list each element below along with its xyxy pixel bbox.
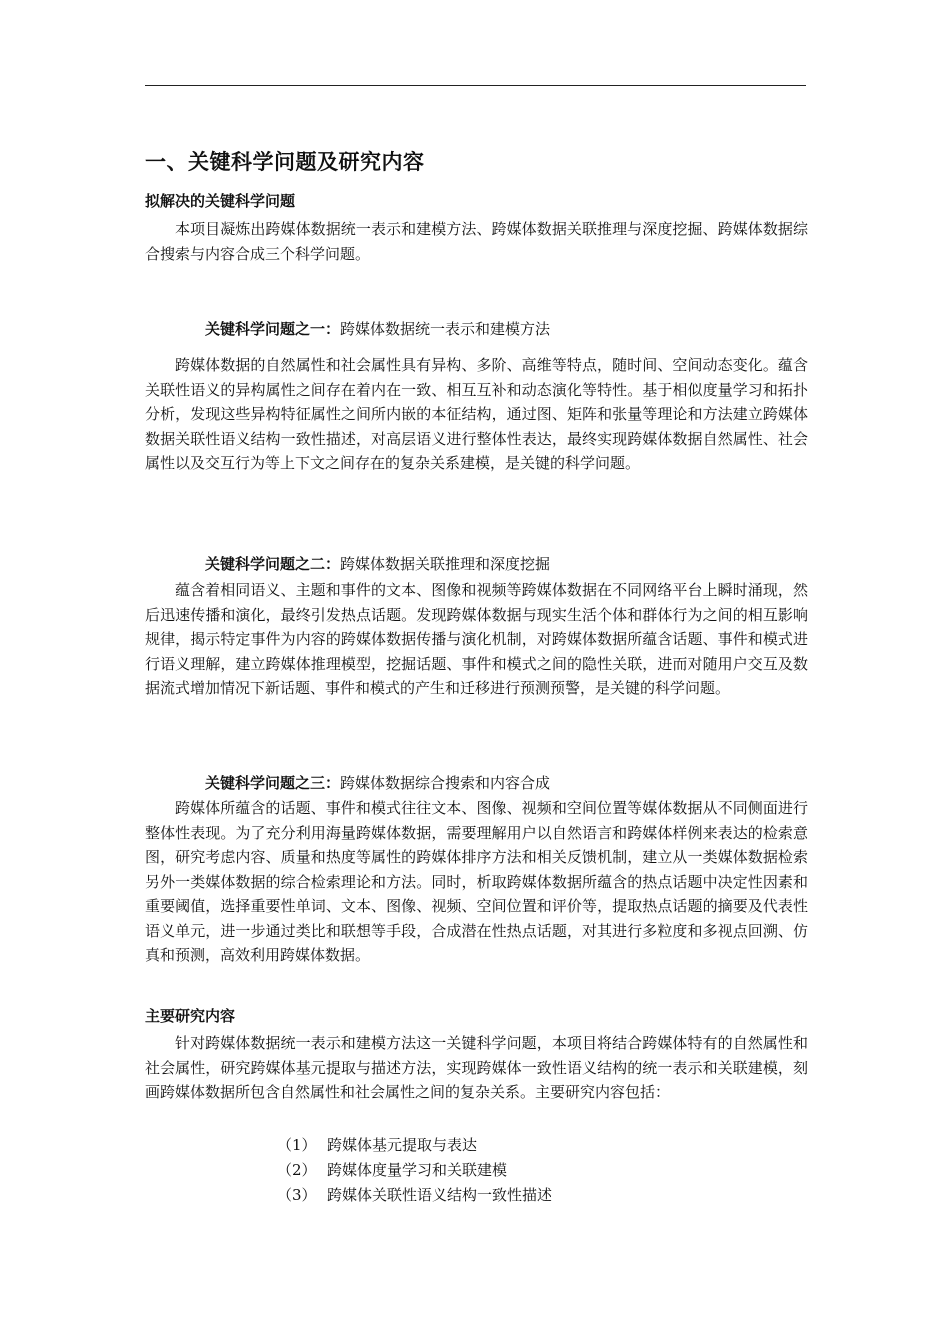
problem-2-title: 跨媒体数据关联推理和深度挖掘: [340, 555, 551, 573]
list-item-text: 跨媒体度量学习和关联建模: [327, 1161, 508, 1179]
problem-1-label: 关键科学问题之一：: [205, 320, 341, 338]
research-content-heading: 主要研究内容: [145, 1007, 236, 1025]
problem-2-body: 蕴含着相同语义、主题和事件的文本、图像和视频等跨媒体数据在不同网络平台上瞬时涌现，然后迅速传播和演化，最终引发热点话题。发现跨媒体数据与现实生活个体和群体行为之间的相互影响规律，揭示特定事件为内容的跨媒体数据传播与演化机制，对跨媒体数据所蕴含话题、事件和模式进行语义理解，建立跨媒体推理模型，挖掘话题、事件和模式之间的隐性关联，进而对随用户交互及数据流式增加情况下新话题、事件和模式的产生和迁移进行预测预警，是关键的科学问题。: [145, 581, 808, 697]
problem-3-title-line: [205, 772, 550, 793]
problem-1-title-line: [205, 318, 550, 339]
list-item: [277, 1183, 552, 1208]
problem-3-label: 关键科学问题之三：: [205, 774, 341, 792]
list-item-number: （3）: [277, 1186, 317, 1204]
problem-3-body: 跨媒体所蕴含的话题、事件和模式往往文本、图像、视频和空间位置等媒体数据从不同侧面进行整体性表现。为了充分利用海量跨媒体数据，需要理解用户以自然语言和跨媒体样例来表达的检索意图，研究考虑内容、质量和热度等属性的跨媒体排序方法和相关反馈机制，建立从一类媒体数据检索另外一类媒体数据的综合检索理论和方法。同时，析取跨媒体数据所蕴含的热点话题中决定性因素和重要阈值，选择重要性单词、文本、图像、视频、空间位置和评价等，提取热点话题的摘要及代表性语义单元，进一步通过类比和联想等手段，合成潜在性热点话题，对其进行多粒度和多视点回溯、仿真和预测，高效利用跨媒体数据。: [145, 799, 808, 964]
list-item: [277, 1133, 552, 1158]
problem-1-title: 跨媒体数据统一表示和建模方法: [340, 320, 551, 338]
problem-2-title-line: [205, 553, 550, 574]
section-title: 一、关键科学问题及研究内容: [145, 150, 425, 174]
list-item-number: （1）: [277, 1136, 317, 1154]
list-item-text: 跨媒体关联性语义结构一致性描述: [327, 1186, 553, 1204]
research-items-list: [277, 1133, 552, 1208]
list-item: [277, 1158, 552, 1183]
research-content-intro: 针对跨媒体数据统一表示和建模方法这一关键科学问题，本项目将结合跨媒体特有的自然属性和社会属性，研究跨媒体基元提取与描述方法，实现跨媒体一致性语义结构的统一表示和关联建模，刻画跨媒体数据所包含自然属性和社会属性之间的复杂关系。主要研究内容包括：: [145, 1034, 808, 1101]
scientific-problems-intro: 本项目凝炼出跨媒体数据统一表示和建模方法、跨媒体数据关联推理与深度挖掘、跨媒体数据综合搜索与内容合成三个科学问题。: [145, 220, 808, 263]
scientific-problems-heading: 拟解决的关键科学问题: [145, 192, 296, 210]
problem-1-body: 跨媒体数据的自然属性和社会属性具有异构、多阶、高维等特点，随时间、空间动态变化。蕴含关联性语义的异构属性之间存在着内在一致、相互互补和动态演化等特性。基于相似度量学习和拓扑分析，发现这些异构特征属性之间所内嵌的本征结构，通过图、矩阵和张量等理论和方法建立跨媒体数据关联性语义结构一致性描述，对高层语义进行整体性表达，最终实现跨媒体数据自然属性、社会属性以及交互行为等上下文之间存在的复杂关系建模，是关键的科学问题。: [145, 356, 808, 472]
header-rule: [145, 85, 806, 86]
list-item-text: 跨媒体基元提取与表达: [327, 1136, 478, 1154]
problem-3-title: 跨媒体数据综合搜索和内容合成: [340, 774, 551, 792]
problem-2-label: 关键科学问题之二：: [205, 555, 341, 573]
list-item-number: （2）: [277, 1161, 317, 1179]
